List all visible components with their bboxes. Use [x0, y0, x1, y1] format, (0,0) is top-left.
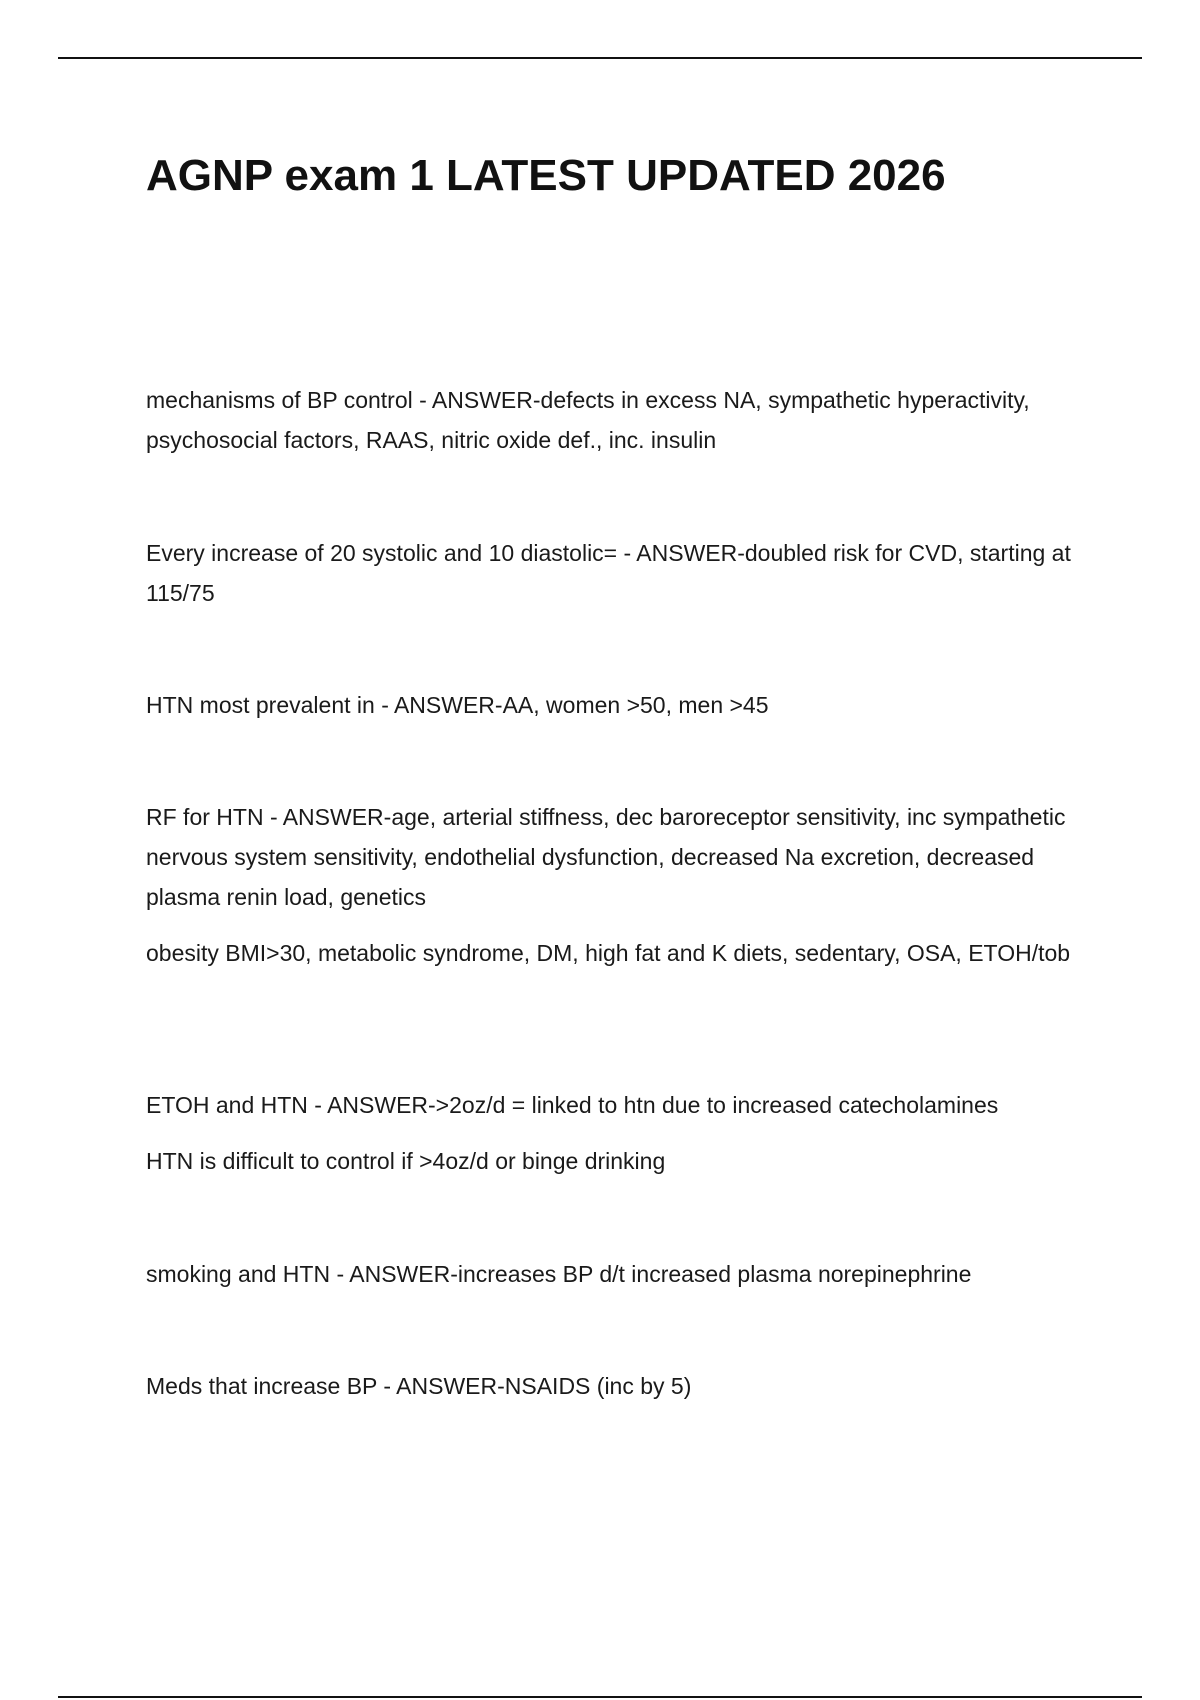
paragraph-cvd-risk: Every increase of 20 systolic and 10 diastolic= - ANSWER-doubled risk for CVD, starting at 115/75 — [146, 540, 1071, 606]
paragraph-smoking-htn: smoking and HTN - ANSWER-increases BP d/t increased plasma norepinephrine — [146, 1261, 972, 1287]
page-title: AGNP exam 1 LATEST UPDATED 2026 — [146, 151, 946, 200]
bottom-divider — [58, 1696, 1142, 1698]
paragraph-htn-prevalence: HTN most prevalent in - ANSWER-AA, women >50, men >45 — [146, 692, 769, 718]
paragraph-htn-risk-factors: RF for HTN - ANSWER-age, arterial stiffness, dec baroreceptor sensitivity, inc sympathetic nervous system sensitivity, endothelial dysfunction, decreased Na excretion, decreased plasma renin load, genetics — [146, 804, 1066, 910]
paragraph-etoh-htn-cont: HTN is difficult to control if >4oz/d or binge drinking — [146, 1148, 666, 1174]
paragraph-htn-risk-factors-cont: obesity BMI>30, metabolic syndrome, DM, high fat and K diets, sedentary, OSA, ETOH/tob — [146, 940, 1071, 966]
paragraph-meds-bp: Meds that increase BP - ANSWER-NSAIDS (inc by 5) — [146, 1373, 692, 1399]
top-divider — [58, 57, 1142, 59]
paragraph-etoh-htn: ETOH and HTN - ANSWER->2oz/d = linked to htn due to increased catecholamines — [146, 1092, 999, 1118]
paragraph-bp-control: mechanisms of BP control - ANSWER-defects in excess NA, sympathetic hyperactivity, psychosocial factors, RAAS, nitric oxide def., inc. insulin — [146, 387, 1030, 453]
